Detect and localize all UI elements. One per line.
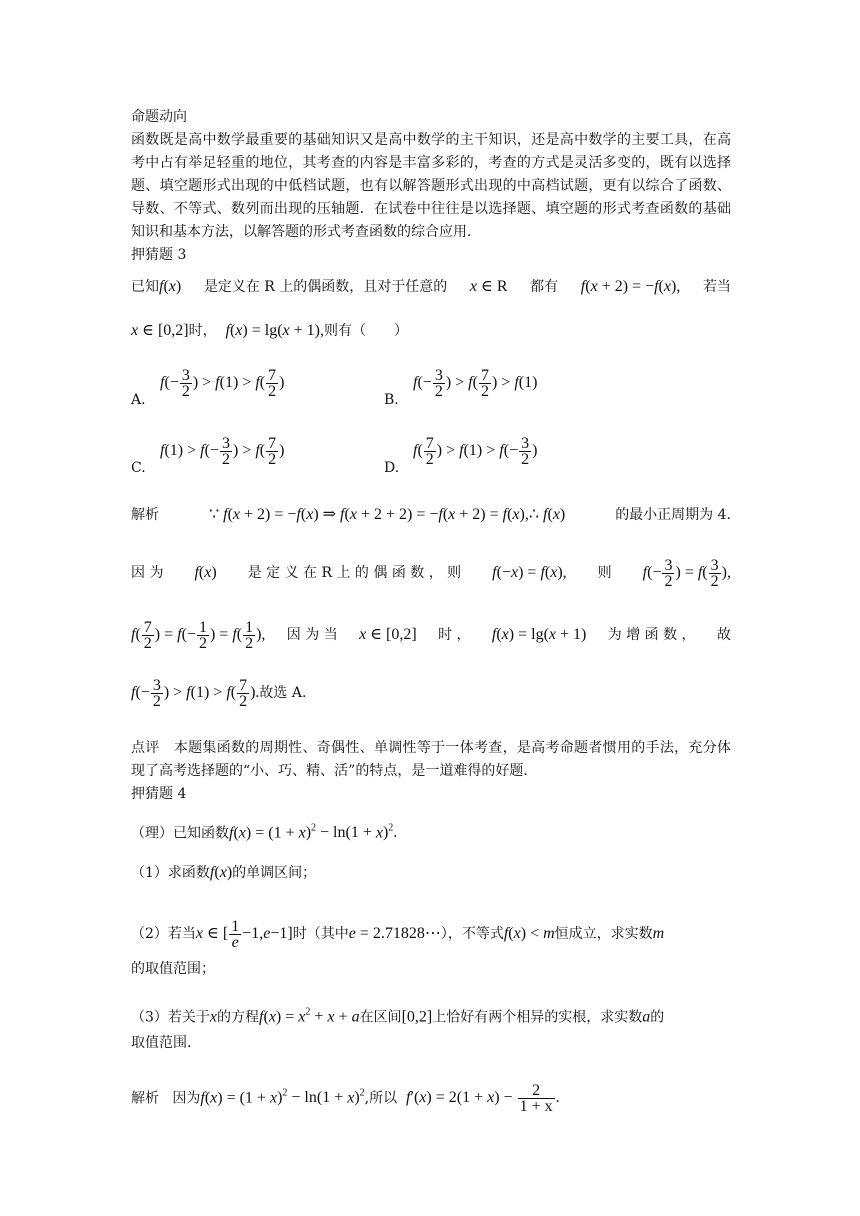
option-a-label[interactable]: A.: [131, 392, 146, 408]
math-periodic-value: f( $\frac{7}{2}$ ) = f(− $\frac{1}{2}$ ) = f( $\frac{1}{2}$ ),: [131, 618, 266, 652]
intro-paragraph: 函数既是高中数学最重要的基础知识又是高中数学的主干知识，还是高中数学的主要工具，在高考中占有举足轻重的地位，其考查的内容是丰富多彩的，考查的方式是灵活多变的，既有以选择题、填空题形式出现的中低档试题，也有以解答题形式出现的中高档试题，更有以综合了函数、导数、不等式、数列而出现的压轴题．在试卷中往往是以选择题、填空题的形式考查函数的基础知识和基本方法，以解答题的形式考查函数的综合应用．: [131, 132, 731, 240]
math-log-def: f(x) = lg(x + 1): [491, 626, 587, 643]
q3-solution-line-3: f( $\frac{7}{2}$ ) = f(− $\frac{1}{2}$ ) = f( $\frac{1}{2}$ ), 因 为 当 x ∈ [0,2] 时 ， f(x) = lg(x + 1) 为 增 函 数 ， 故: [131, 618, 731, 652]
q4-title: 押猜题 4: [131, 786, 187, 802]
q4-part-3: （3）若关于x的方程$f(x) = x^2 + x + a$在区间[0,2]上恰好有两个相异的实根，求实数a的: [131, 1007, 665, 1026]
option-c[interactable]: f(1) > f(− $\frac{3}{2}$ ) > f( $\frac{7}{2}$ ): [160, 435, 285, 468]
math-fx: f(x): [194, 564, 217, 581]
q3-title: 押猜题 3: [131, 247, 187, 263]
option-b[interactable]: f(− $\frac{3}{2}$ ) > f( $\frac{7}{2}$ ) > f(1): [413, 367, 538, 400]
math-function-def: $f(x) = (1 + x)^2 - \ln(1 + x)^2$: [200, 1088, 365, 1107]
math-x: x: [209, 1008, 218, 1026]
math-log-def: f(x) = lg(x + 1),: [225, 322, 324, 339]
math-interval: x ∈ [0,2]: [131, 322, 189, 339]
math-fx: f: [159, 278, 164, 295]
q3-stem-text: 是定义在 R 上的偶函数，且对于任意的: [203, 279, 448, 295]
q4-part-3-cont: 取值范围.: [131, 1035, 192, 1051]
q4-part-2-cont: 的取值范围；: [131, 961, 215, 977]
section-title: 命题动向: [131, 109, 187, 125]
math-conclusion: f(− $\frac{3}{2}$ ) > f(1) > f( $\frac{7}{2}$ ).: [131, 676, 260, 710]
math-derivative: f′(x) = 2(1 + x) − $\frac{2}{1 + x}$ .: [406, 1082, 560, 1116]
math-interval: x ∈ [0,2]: [359, 626, 417, 643]
q3-stem-line-2: x ∈ [0,2]时， f(x) = lg(x + 1),则有（ ）: [131, 322, 408, 339]
math-inequality: f(x) < m: [503, 925, 555, 942]
math-even-def: f(−x) = f(x),: [492, 564, 567, 581]
q4-part-2: （2）若当x ∈ [ $\frac{1}{e}$ −1,e−1]时（其中e = 2.71828⋯），不等式f(x) < m恒成立，求实数m: [131, 917, 665, 951]
math-m: m: [652, 925, 665, 942]
answer-text: 故选 A.: [259, 685, 307, 701]
comment-label: 点评: [131, 740, 160, 756]
math-function-def: $f(x) = (1 + x)^2 - \ln(1 + x)^2$.: [229, 823, 398, 842]
option-d-label[interactable]: D.: [384, 460, 400, 476]
math-interval: [0,2]: [401, 1008, 433, 1026]
math-a: a: [642, 1008, 651, 1026]
solution-label: 解析: [131, 1090, 159, 1107]
q3-stem-text: 若当: [702, 279, 731, 295]
math-x-in-R: x ∈ R: [469, 278, 508, 295]
q4-statement: （理）已知函数$f(x) = (1 + x)^2 - \ln(1 + x)^2$.: [131, 823, 398, 842]
q3-stem-text: 已知: [131, 279, 159, 295]
q3-solution-line-1: 解析 ∵ f(x + 2) = −f(x) ⇒ f(x + 2 + 2) = −f(x + 2) = f(x),∴ f(x) 的最小正周期为 4.: [131, 500, 731, 530]
q3-solution-line-2: 因 为 f(x) 是 定 义 在 R 上 的 偶 函 数 ， 则 f(−x) = f(x), 则 f(− $\frac{3}{2}$ ) = f( $\frac{3}{2}$ ),: [131, 556, 731, 590]
option-a[interactable]: f(− $\frac{3}{2}$ ) > f(1) > f( $\frac{7}{2}$ ): [160, 367, 285, 400]
q3-stem-line-1: 已知f(x) 是定义在 R 上的偶函数，且对于任意的 x ∈ R 都有 f(x + 2) = −f(x), 若当: [131, 272, 731, 302]
math-equation: $f(x) = x^2 + x + a$: [259, 1007, 360, 1026]
option-d[interactable]: f( $\frac{7}{2}$ ) > f(1) > f(− $\frac{3}{2}$ ): [413, 435, 538, 468]
option-c-label[interactable]: C.: [131, 460, 146, 476]
q3-stem-text: 都有: [530, 279, 559, 295]
math-period-relation: f(x + 2) = −f(x),: [580, 278, 681, 295]
math-even-value: f(− $\frac{3}{2}$ ) = f( $\frac{3}{2}$ ),: [642, 556, 731, 590]
solution-label: 解析: [131, 507, 159, 523]
option-b-label[interactable]: B.: [384, 392, 399, 408]
math-domain: x ∈ [ $\frac{1}{e}$ −1,e−1]: [195, 917, 293, 951]
math-fx: f(x): [209, 864, 233, 881]
q4-part-1: （1）求函数f(x)的单调区间；: [131, 864, 317, 881]
q3-solution-line-4: [131, 676, 731, 710]
q4-solution: 解析 因为$f(x) = (1 + x)^2 - \ln(1 + x)^2$,所以 f′(x) = 2(1 + x) − $\frac{2}{1 + x}$ .: [131, 1082, 560, 1116]
math-period-derivation: ∵ f(x + 2) = −f(x) ⇒ f(x + 2 + 2) = −f(x + 2) = f(x),∴ f(x): [208, 506, 566, 523]
q3-comment: 点评 本题集函数的周期性、奇偶性、单调性等于一体考查，是高考命题者惯用的手法，充分体现了高考选择题的“小、巧、精、活”的特点，是一道难得的好题.: [131, 740, 731, 779]
math-e-value: e = 2.71828⋯: [348, 925, 441, 942]
